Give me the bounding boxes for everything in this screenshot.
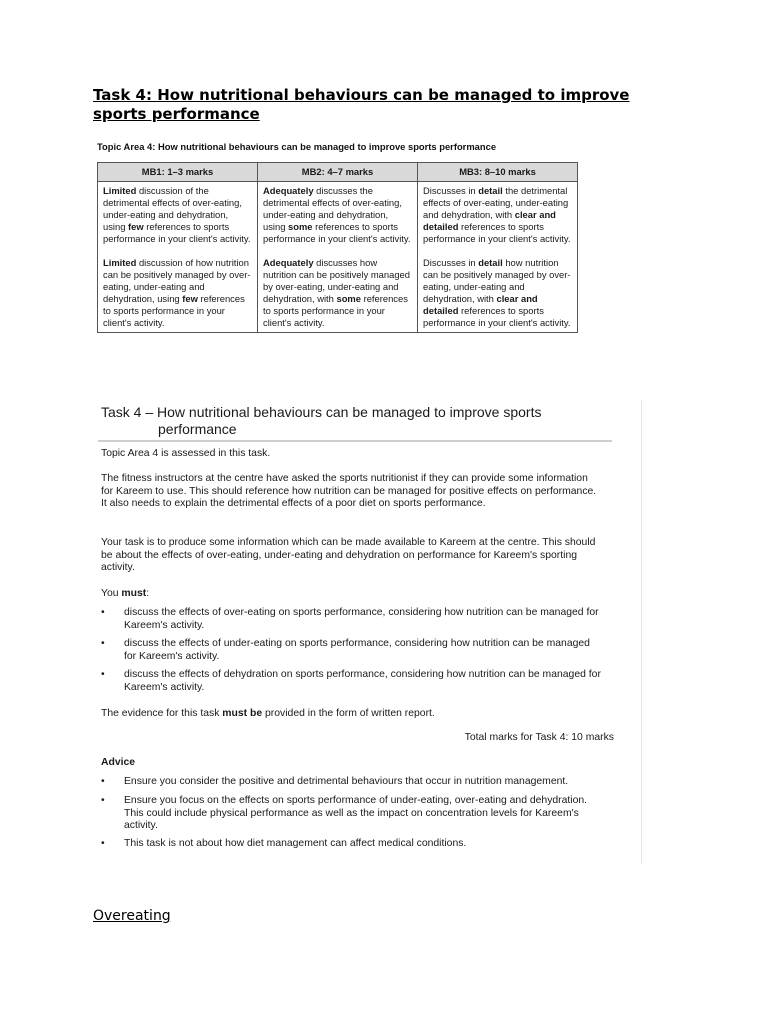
advice-heading: Advice	[101, 757, 136, 768]
rubric-cell: Adequately discusses how nutrition can be positively managed by over-eating, under-eating and dehydration, with some references to sports performance in your client's activity.	[258, 251, 418, 333]
rubric-header-row	[98, 163, 578, 182]
task-title: Task 4 – How nutritional behaviours can be managed to improve sports performance	[101, 404, 542, 437]
rubric-title: Topic Area 4: How nutritional behaviours can be managed to improve sports performance	[97, 141, 497, 152]
document-heading: Task 4: How nutritional behaviours can be managed to improve sports performance	[93, 86, 630, 123]
section-heading-overeating: Overeating	[93, 908, 171, 924]
rubric-header-mb3: MB3: 8–10 marks	[418, 163, 578, 182]
task-paragraph: Your task is to produce some information which can be made available to Kareem at the centre. This should be about the effects of over-eating, under-eating and dehydration on performance for Kareem's sporting activity.	[101, 537, 596, 574]
rubric-header-mb1: MB1: 1–3 marks	[98, 163, 258, 182]
rubric-cell: Discusses in detail the detrimental effects of over-eating, under-eating and dehydration, with clear and detailed references to sports performance in your client's activity.	[418, 182, 578, 252]
assessed-text: Topic Area 4 is assessed in this task.	[101, 448, 271, 459]
evidence-text: The evidence for this task must be provided in the form of written report.	[101, 708, 435, 719]
scenario-paragraph: The fitness instructors at the centre have asked the sports nutritionist if they can provide some information for Kareem to use. This should reference how nutrition can be managed for positive effects on performance. It also needs to explain the detrimental effects of a poor diet on sports performance.	[101, 473, 597, 510]
marking-rubric-table	[97, 162, 578, 333]
total-marks: Total marks for Task 4: 10 marks	[464, 732, 614, 743]
you-must-label: You must:	[101, 588, 150, 599]
rubric-row-positive	[98, 251, 578, 333]
rubric-header-mb2: MB2: 4–7 marks	[258, 163, 418, 182]
rubric-row-detrimental	[98, 182, 578, 252]
divider	[98, 440, 612, 442]
rubric-cell: Limited discussion of how nutrition can be positively managed by over-eating, under-eating and dehydration, using few references to sports performance in your client's activity.	[98, 251, 258, 333]
rubric-cell: Adequately discusses the detrimental effects of over-eating, under-eating and dehydration, using some references to sports performance in your client's activity.	[258, 182, 418, 252]
task-brief-panel: Task 4 – How nutritional behaviours can be managed to improve sports performance Topic Area 4 is assessed in this task. The fitness instructors at the centre have asked the sports nutritionist if they can provide some information for Kareem to use. This should reference how nutrition can be managed for positive effects on performance. It also needs to explain the detrimental effects of a poor diet on sports performance. Your task is to produce some information which can be made available to Kareem at the centre. This should be about the effects of over-eating, under-eating and dehydration on performance for Kareem's sporting activity. You must: • discuss the effects of over-eating on sports performance, considering how nutrition can be managed for Kareem's activity. • discuss the effects of under-eating on sports performance, considering how nutrition can be managed for Kareem's activity. • discuss the effects of dehydration on sports performance, considering how nutrition can be managed for Kareem's activity. The evidence for this task must be provided in the form of written report. Total marks for Task 4: 10 marks Advice • Ensure you consider the positive and detrimental behaviours that occur in nutrition management. • Ensure you focus on the effects on sports performance of under-eating, over-eating and dehydration. This could include physical performance as well as the impact on concentration levels for Kareem's activity. • This task is not about how diet management can affect medical conditions.	[96, 400, 642, 864]
rubric-cell: Discusses in detail how nutrition can be positively managed by over-eating, under-eating and dehydration, with clear and detailed references to sports performance in your client's activity.	[418, 251, 578, 333]
rubric-cell: Limited discussion of the detrimental effects of over-eating, under-eating and dehydration, using few references to sports performance in your client's activity.	[98, 182, 258, 252]
